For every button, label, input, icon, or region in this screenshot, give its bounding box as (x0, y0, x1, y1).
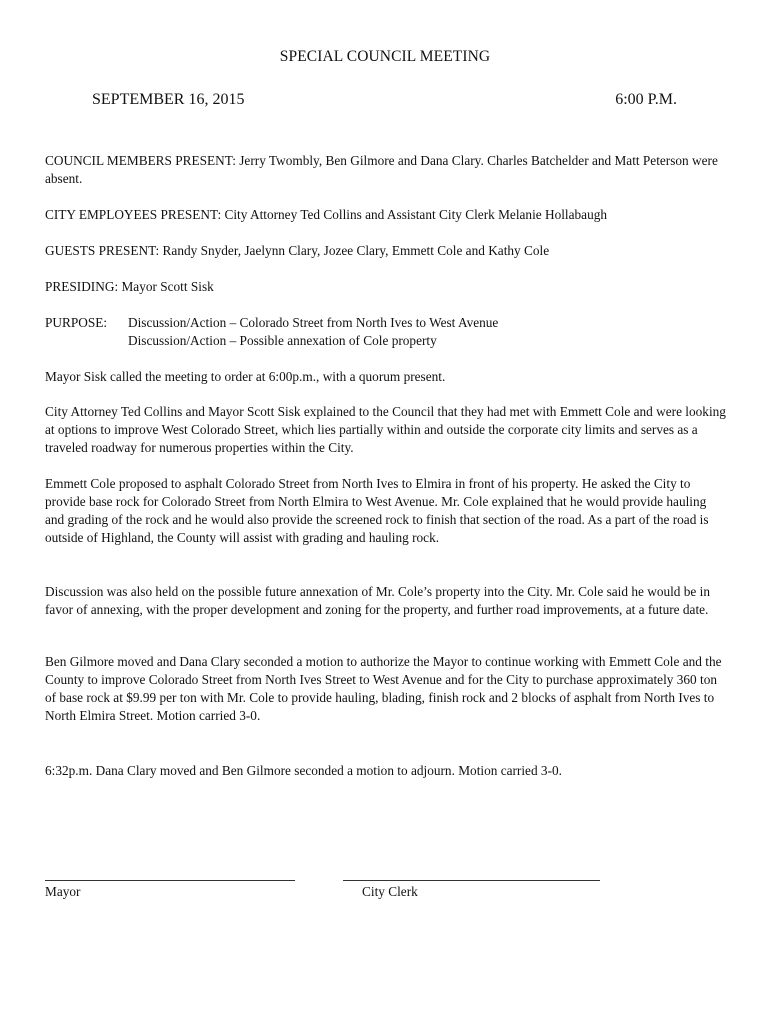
meeting-date: SEPTEMBER 16, 2015 (92, 91, 245, 108)
mayor-signature-label: Mayor (45, 884, 81, 899)
city-employees-present: CITY EMPLOYEES PRESENT: City Attorney Ted Collins and Assistant City Clerk Melanie Hollabaugh (45, 207, 608, 222)
minutes-paragraph-2: Emmett Cole proposed to asphalt Colorado Street from North Ives to Elmira in front of his property. He asked the City to provide base rock for Colorado Street from North Elmira to West Avenue. Mr. Cole explained that he would provide hauling and grading of the rock and he would also provide the screened rock to finish that section of the road. As a part of the road is outside of Highland, the County will assist with grading and hauling rock. (45, 476, 709, 545)
adjourn-paragraph: 6:32p.m. Dana Clary moved and Ben Gilmore seconded a motion to adjourn. Motion carried 3-0. (45, 763, 562, 778)
purpose-item: Discussion/Action – Colorado Street from North Ives to West Avenue (128, 315, 499, 330)
purpose-label: PURPOSE: (45, 315, 108, 330)
minutes-paragraph-3: Discussion was also held on the possible future annexation of Mr. Cole’s property into the City. Mr. Cole said he would be in favor of annexing, with the proper development and zoning for the property, and further road improvements, at a future date. (45, 584, 710, 617)
purpose-line-2 (45, 332, 727, 350)
purpose-line-1 (45, 314, 727, 332)
minutes-paragraph-1: City Attorney Ted Collins and Mayor Scott Sisk explained to the Council that they had met with Emmett Cole and were looking at options to improve West Colorado Street, which lies partially within and outside the corporate city limits and serves as a traveled roadway for numerous properties within the City. (45, 404, 726, 455)
guests-present: GUESTS PRESENT: Randy Snyder, Jaelynn Clary, Jozee Clary, Emmett Cole and Kathy Cole (45, 243, 550, 258)
call-to-order: Mayor Sisk called the meeting to order at 6:00p.m., with a quorum present. (45, 369, 446, 384)
clerk-signature-line (343, 880, 600, 881)
purpose-section (45, 314, 727, 350)
purpose-item: Discussion/Action – Possible annexation of Cole property (128, 333, 437, 348)
motion-paragraph: Ben Gilmore moved and Dana Clary seconded a motion to authorize the Mayor to continue working with Emmett Cole and the County to improve Colorado Street from North Ives Street to West Avenue and for the City to purchase approximately 360 ton of base rock at $9.99 per ton with Mr. Cole to provide hauling, blading, finish rock and 2 blocks of asphalt from North Ives to North Elmira Street. Motion carried 3-0. (45, 654, 722, 723)
meeting-time: 6:00 P.M. (615, 91, 677, 108)
page-title: SPECIAL COUNCIL MEETING (279, 48, 491, 65)
mayor-signature-line (45, 880, 295, 881)
council-members-present: COUNCIL MEMBERS PRESENT: Jerry Twombly, Ben Gilmore and Dana Clary. Charles Batchelder and Matt Peterson were absent. (45, 153, 718, 186)
clerk-signature-label: City Clerk (362, 884, 418, 899)
presiding: PRESIDING: Mayor Scott Sisk (45, 279, 214, 294)
